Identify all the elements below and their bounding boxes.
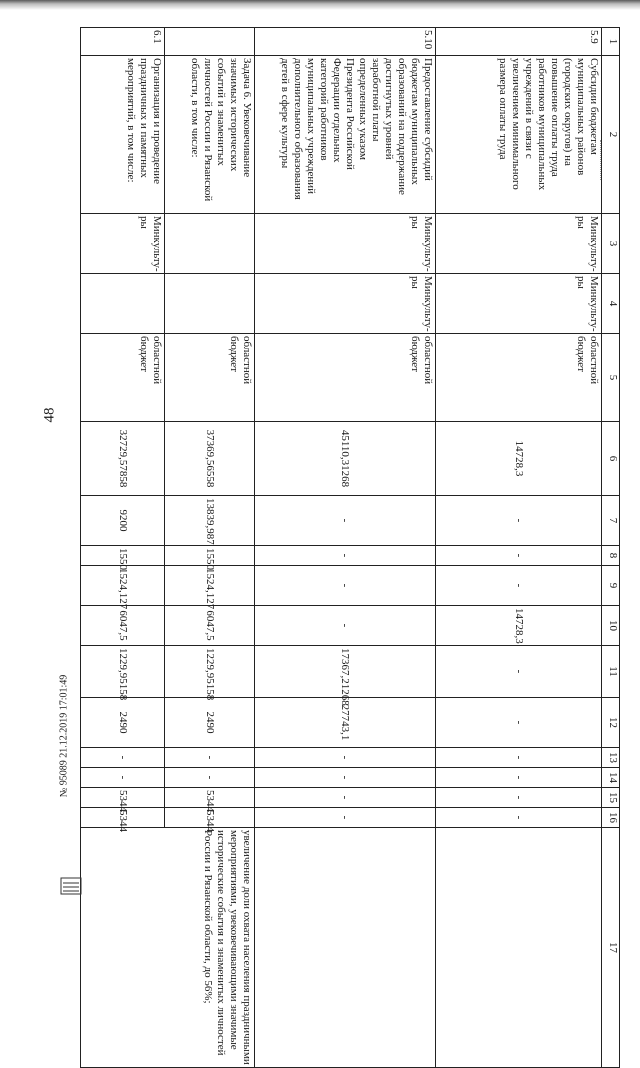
row-code bbox=[165, 28, 255, 56]
row-executor: Минкульту-ры bbox=[436, 214, 602, 274]
row-value: - bbox=[436, 788, 602, 808]
row-value: - bbox=[254, 546, 436, 566]
row-value: - bbox=[165, 768, 255, 788]
row-value: 17367,21268 bbox=[254, 646, 436, 698]
row-value: 5344 bbox=[81, 808, 165, 828]
row-value: 5344 bbox=[81, 788, 165, 808]
row-value: 13839,987 bbox=[165, 496, 255, 546]
row-value: 14728,3 bbox=[436, 606, 602, 646]
column-header: 9 bbox=[602, 566, 620, 606]
column-header: 7 bbox=[602, 496, 620, 546]
row-value: - bbox=[436, 646, 602, 698]
row-value: 1524,127 bbox=[165, 566, 255, 606]
row-executor bbox=[165, 214, 255, 274]
column-header: 11 bbox=[602, 646, 620, 698]
row-value: 1229,95158 bbox=[165, 646, 255, 698]
row-total: 14728,3 bbox=[436, 422, 602, 496]
row-value: 1550 bbox=[165, 546, 255, 566]
column-header: 1 bbox=[602, 28, 620, 56]
row-value: - bbox=[254, 768, 436, 788]
column-header: 10 bbox=[602, 606, 620, 646]
column-header: 14 bbox=[602, 768, 620, 788]
program-table bbox=[80, 27, 620, 1067]
document-stamp: № 95089 21.12.2019 17:01:49 bbox=[58, 674, 70, 798]
row-value: 1524,127 bbox=[81, 566, 165, 606]
row-value: - bbox=[436, 768, 602, 788]
row-coexecutor bbox=[165, 274, 255, 334]
column-header: 5 bbox=[602, 334, 620, 422]
row-value: - bbox=[436, 808, 602, 828]
row-code: 5.9 bbox=[436, 28, 602, 56]
row-title: Предоставление субсидий бюджетам муниципальных образований на поддержание достигнутых уровней заработной платы определенных указом Президента Российской Федерации отдельных категорий работников муниципальных учреждений дополнительного образования детей в сфере культуры bbox=[254, 56, 436, 214]
row-value: - bbox=[254, 788, 436, 808]
row-code: 6.1 bbox=[81, 28, 165, 56]
row-value: - bbox=[254, 748, 436, 768]
row-coexecutor bbox=[81, 274, 165, 334]
row-total: 32729,57858 bbox=[81, 422, 165, 496]
row-title: Субсидии бюджетам муниципальных районов (городских округов) на повышение оплаты труда работников муниципальных учреждений в связи с увеличением минимального размера оплаты труда bbox=[436, 56, 602, 214]
row-source: областной бюджет bbox=[254, 334, 436, 422]
column-header: 13 bbox=[602, 748, 620, 768]
row-value: 2490 bbox=[165, 698, 255, 748]
row-total: 45110,31268 bbox=[254, 422, 436, 496]
row-title: Задача 6. Увековечивание значимых исторических событий и знаменитых личностей России и Рязанской области, в том числе: bbox=[165, 56, 255, 214]
row-value: - bbox=[81, 748, 165, 768]
row-title: Организация и проведение праздничных и памятных мероприятий, в том числе: bbox=[81, 56, 165, 214]
row-coexecutor: Минкульту-ры bbox=[254, 274, 436, 334]
row-value: - bbox=[254, 496, 436, 546]
row-value: - bbox=[254, 808, 436, 828]
row-value: 1229,95158 bbox=[81, 646, 165, 698]
header-row bbox=[602, 28, 620, 1068]
row-value: 2490 bbox=[81, 698, 165, 748]
row-code: 5.10 bbox=[254, 28, 436, 56]
row-value: - bbox=[81, 768, 165, 788]
column-header: 16 bbox=[602, 808, 620, 828]
column-header: 12 bbox=[602, 698, 620, 748]
row-source: областной бюджет bbox=[436, 334, 602, 422]
row-value: - bbox=[436, 496, 602, 546]
row-coexecutor: Минкульту-ры bbox=[436, 274, 602, 334]
table-row bbox=[254, 28, 436, 1068]
row-value: 5344 bbox=[165, 808, 255, 828]
column-header: 6 bbox=[602, 422, 620, 496]
row-total: 37369,56558 bbox=[165, 422, 255, 496]
column-header: 4 bbox=[602, 274, 620, 334]
row-value: - bbox=[254, 566, 436, 606]
row-value: - bbox=[436, 546, 602, 566]
row-value: - bbox=[254, 606, 436, 646]
row-value: 6047,5 bbox=[81, 606, 165, 646]
table-row bbox=[436, 28, 602, 1068]
row-executor: Минкульту-ры bbox=[254, 214, 436, 274]
page-number: 48 bbox=[41, 407, 58, 423]
table-row bbox=[165, 28, 255, 1068]
row-value: 6047,5 bbox=[165, 606, 255, 646]
row-value: - bbox=[436, 698, 602, 748]
row-result bbox=[254, 828, 436, 1068]
row-value: 5344 bbox=[165, 788, 255, 808]
row-result: увеличение доли охвата населения праздничными мероприятиями, увековечивающими значимые исторические события и знаменитых личностей России и Рязанской области, до 56%; bbox=[81, 828, 255, 1068]
row-value: 9200 bbox=[81, 496, 165, 546]
scan-edge bbox=[0, 0, 640, 10]
row-result bbox=[436, 828, 602, 1068]
row-executor: Минкульту-ры bbox=[81, 214, 165, 274]
row-source: областной бюджет bbox=[81, 334, 165, 422]
row-value: - bbox=[436, 566, 602, 606]
column-header: 15 bbox=[602, 788, 620, 808]
row-value: - bbox=[165, 748, 255, 768]
row-source: областной бюджет bbox=[165, 334, 255, 422]
row-value: 27743,1 bbox=[254, 698, 436, 748]
column-header: 17 bbox=[602, 828, 620, 1068]
registry-logo-icon bbox=[60, 877, 82, 895]
row-value: 1550 bbox=[81, 546, 165, 566]
column-header: 3 bbox=[602, 214, 620, 274]
column-header: 8 bbox=[602, 546, 620, 566]
column-header: 2 bbox=[602, 56, 620, 214]
row-value: - bbox=[436, 748, 602, 768]
